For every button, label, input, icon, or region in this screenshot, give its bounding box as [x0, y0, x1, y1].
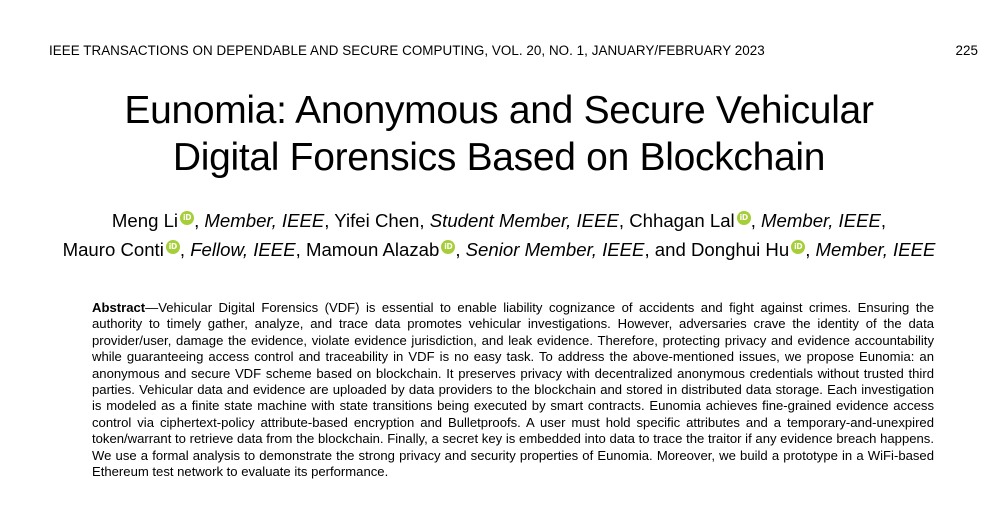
author-role: Fellow, IEEE — [190, 239, 296, 260]
author-list — [0, 206, 998, 264]
orcid-icon[interactable]: iD — [441, 240, 455, 254]
author-name: Chhagan Lal — [629, 210, 735, 231]
paper-title — [0, 87, 998, 181]
title-line-2: Digital Forensics Based on Blockchain — [172, 136, 826, 179]
author-role: Member, IEEE — [761, 210, 881, 231]
orcid-icon[interactable]: iD — [166, 240, 180, 254]
author-name: Meng Li — [111, 210, 179, 231]
abstract-label: Abstract — [92, 300, 146, 315]
abstract-dash: — — [145, 300, 159, 315]
orcid-icon[interactable]: iD — [180, 211, 194, 225]
abstract-text: Vehicular Digital Forensics (VDF) is essential to enable liability cognizance of accidents and fight against crimes. Ensuring the authority to timely gather, analyze, and trace data promotes vehicular investigations. However, adversaries crave the identity of the data provider/user, damage the evidence, violate evidence jurisdiction, and leak evidence. Therefore, protecting privacy and evidence accountability while guaranteeing access control and traceability in VDF is no easy task. To address the above-mentioned issues, we propose Eunomia: an anonymous and secure VDF scheme based on blockchain. It preserves privacy with decentralized anonymous credentials without trusted third parties. Vehicular data and evidence are uploaded by data providers to the blockchain and stored in distributed data storage. Each investigation is modeled as a finite state machine with state transitions being executed by smart contracts. Eunomia achieves fine-grained evidence access control via ciphertext-policy attribute-based encryption and Bulletproofs. A user must hold specific attributes and a temporary-and-unexpired token/warrant to retrieve data from the blockchain. Finally, a secret key is embedded into data to trace the traitor if any evidence breach happens. We use a formal analysis to demonstrate the strong privacy and security properties of Eunomia. Moreover, we build a prototype in a WiFi-based Ethereum test network to evaluate its performance. — [92, 300, 934, 480]
abstract — [92, 300, 934, 480]
title-line-1: Eunomia: Anonymous and Secure Vehicular — [124, 89, 874, 132]
author-name: Donghui Hu — [691, 239, 790, 260]
author-role: Member, IEEE — [204, 210, 325, 231]
author-role: Student Member, IEEE — [429, 210, 619, 231]
author-name: Mauro Conti — [62, 239, 164, 260]
orcid-icon[interactable]: iD — [791, 240, 805, 254]
running-header — [49, 43, 978, 58]
author-line-2: Mauro Conti iD , Fellow, IEEE, Mamoun Alazab iD , Senior Member, IEEE, and Donghui Hu iD , Member, IEEE — [62, 239, 936, 260]
author-name: Mamoun Alazab — [305, 239, 440, 260]
author-line-1: Meng Li iD , Member, IEEE, Yifei Chen, Student Member, IEEE, Chhagan Lal iD , Member, IEEE, — [111, 210, 887, 231]
page-number: 225 — [955, 43, 978, 58]
author-name: Yifei Chen — [334, 210, 420, 231]
orcid-icon[interactable]: iD — [737, 211, 751, 225]
journal-header: IEEE TRANSACTIONS ON DEPENDABLE AND SECURE COMPUTING, VOL. 20, NO. 1, JANUARY/FEBRUARY 2023 — [49, 43, 765, 58]
author-role: Member, IEEE — [815, 239, 936, 260]
author-role: Senior Member, IEEE — [465, 239, 645, 260]
